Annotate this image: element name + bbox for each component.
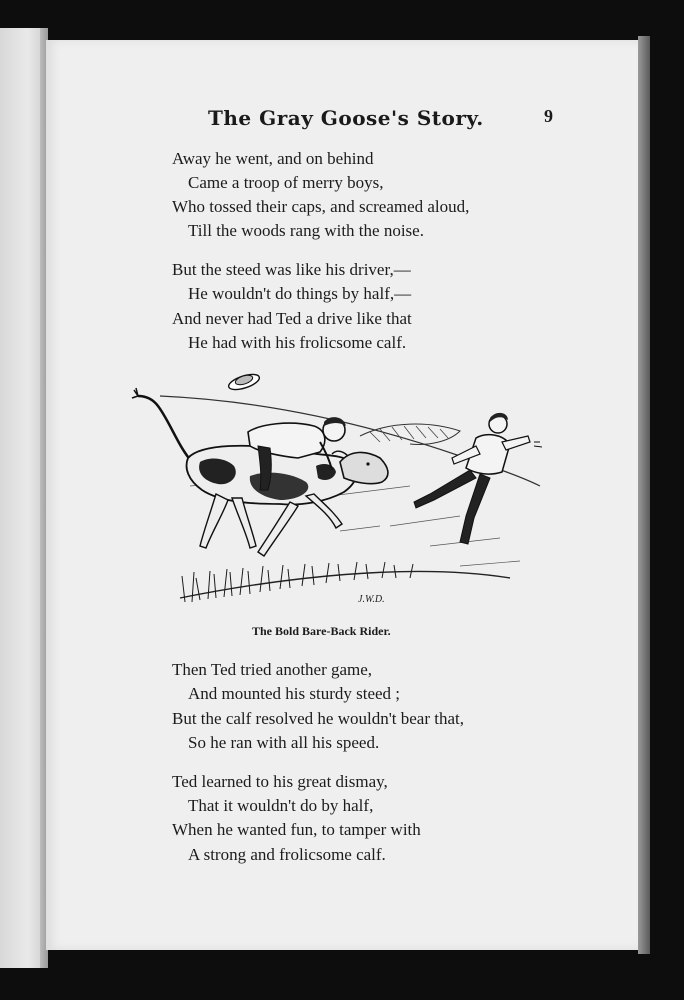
verse-line: And mounted his sturdy steed ; — [188, 684, 401, 703]
verse-line: That it wouldn't do by half, — [188, 796, 374, 815]
verse-line: So he ran with all his speed. — [188, 733, 380, 752]
verse-line: Away he went, and on behind — [172, 149, 374, 168]
page-number: 9 — [544, 106, 553, 126]
verse-line: And never had Ted a drive like that — [172, 309, 412, 328]
verse-line: Till the woods rang with the noise. — [188, 221, 424, 240]
page-edge — [638, 36, 650, 954]
verse-line: He had with his frolicsome calf. — [188, 333, 407, 352]
verse-line: He wouldn't do things by half,— — [188, 284, 412, 303]
verse-line: Came a troop of merry boys, — [188, 173, 384, 192]
bare-back-rider-illustration — [130, 366, 550, 614]
verse-line: But the calf resolved he wouldn't bear that, — [172, 709, 464, 728]
verse-line: But the steed was like his driver,— — [172, 260, 411, 279]
running-head: The Gray Goose's Story. — [208, 106, 484, 130]
verse-line: Who tossed their caps, and screamed aloud, — [172, 197, 470, 216]
verse-line: When he wanted fun, to tamper with — [172, 820, 421, 839]
verse-line: Then Ted tried another game, — [172, 660, 373, 679]
illustration-caption: The Bold Bare-Back Rider. — [252, 624, 391, 638]
artist-signature: J.W.D. — [358, 594, 385, 605]
verse-line: Ted learned to his great dismay, — [172, 772, 388, 791]
verse-line: A strong and frolicsome calf. — [188, 845, 386, 864]
